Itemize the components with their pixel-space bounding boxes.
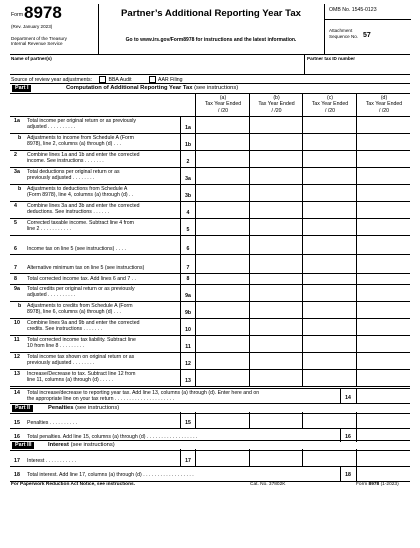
amount-cell-c[interactable] [302,235,357,254]
amount-cell-a[interactable] [195,301,250,318]
line-ref: 3a [185,176,191,182]
form-label: Form [11,12,24,18]
line-17-text: Interest . . . . . . . . . . . [27,458,77,464]
line-text-cont: adjusted . . . . . . . . . . [27,292,76,298]
form-number: 8978 [24,3,62,22]
amount-cell-d[interactable] [356,352,411,369]
amount-cell-c[interactable] [302,116,357,133]
line-15-ref: 15 [185,420,191,426]
line-14-number: 14 [14,390,20,396]
part1-line-6 [10,235,410,255]
amount-cell-a[interactable] [195,218,250,235]
line-ref: 5 [186,227,190,233]
line-17-number: 17 [14,458,20,464]
part1-label: Part I [12,85,31,92]
amount-cell-d[interactable] [356,254,411,273]
part1-line-4 [10,201,410,219]
column-letter: (a) [219,95,227,101]
amount-cell-b[interactable] [249,335,303,352]
line-text-cont: deductions. See instructions . . . . . . [27,209,110,215]
name-label: Name of partner(s) [11,56,52,61]
amount-cell-c[interactable] [302,301,357,318]
column-label: Tax Year Ended [204,101,242,107]
amount-cell-b[interactable] [249,352,303,369]
bba-audit-label: BBA Audit [108,76,132,83]
part1-title: Computation of Additional Reporting Year Tax (see instructions) [66,85,239,91]
line-text: Adjustments to deductions from Schedule A [27,186,128,192]
line-ref: 1b [184,142,192,148]
part1-line-3b [10,184,410,202]
amount-cell-d[interactable] [356,235,411,254]
part1-line-13 [10,369,410,387]
line-text-cont: previously adjusted . . . . . . . . [27,360,95,366]
amount-cell-b[interactable] [249,369,303,386]
amount-cell-b[interactable] [249,318,303,335]
amount-cell-a[interactable] [195,167,250,184]
amount-cell-c[interactable] [302,150,357,167]
line-18-input[interactable] [356,467,411,481]
line-17-col-a[interactable] [195,449,250,466]
line-text-cont: 8978), line 6, columns (a) through (d) . . . [27,309,121,315]
line-ref: 7 [186,265,190,271]
line-15-number: 15 [14,420,20,426]
line-text-cont: adjusted . . . . . . . . . . [27,124,76,130]
line-ref: 10 [185,327,191,333]
line-text: Combine lines 1a and 1b and enter the corrected [27,152,140,158]
part2-title: Penalties (see instructions) [48,405,120,411]
line-15-col-b[interactable] [249,412,303,428]
column-date-field[interactable]: / /20 [378,108,390,114]
line-ref: 6 [186,246,190,252]
amount-cell-a[interactable] [195,369,250,386]
line-number: 4 [14,203,17,209]
line-text: Total credits per original return or as previously [27,286,135,292]
line-ref: 9b [184,310,192,316]
part1-line-5 [10,218,410,236]
form-reference: Form 8978 (1-2023) [356,482,399,487]
line-ref: 3b [184,193,192,199]
line-number: 13 [14,371,20,377]
amount-cell-c[interactable] [302,273,357,284]
tin-label: Partner tax ID number [307,56,355,61]
amount-cell-c[interactable] [302,254,357,273]
form-header [10,4,410,55]
line-text: Adjustments to credits from Schedule A (Form [27,303,133,309]
line-text: Combine lines 9a and 9b and enter the corrected [27,320,140,326]
line-ref: 4 [186,210,190,216]
line-17-ref: 17 [185,458,191,464]
line-text-cont: 10 from line 8 . . . . . . . . . [27,343,85,349]
omb-divider [325,19,411,20]
source-row [11,76,183,83]
part1-line-9b [10,301,410,319]
amount-cell-b[interactable] [249,235,303,254]
amount-cell-a[interactable] [195,284,250,301]
line-14-text-1: Total increase/decrease to reporting year tax. Add line 13, columns (a) through (d). Enter here and on [27,390,260,396]
line-17-col-d[interactable] [356,449,411,466]
amount-cell-b[interactable] [249,273,303,284]
line-ref: 11 [185,344,191,350]
column-label: Tax Year Ended [365,101,403,107]
part3-label: Part III [12,442,34,449]
line-16-text: Total penalties. Add line 15, columns (a) through (d) . . . . . . . . . . . . . . . . . . [27,434,198,440]
column-header-a [195,93,250,116]
column-date-field[interactable]: / /20 [324,108,336,114]
line-text-cont: 8978), line 2, columns (a) through (d) . . . [27,141,121,147]
line-number: 12 [14,354,20,360]
amount-cell-b[interactable] [249,184,303,201]
amount-cell-c[interactable] [302,284,357,301]
amount-cell-b[interactable] [249,301,303,318]
column-letter: (b) [273,95,280,101]
column-header-c [302,93,357,116]
line-text: Combine lines 3a and 3b and enter the corrected [27,203,140,209]
amount-cell-c[interactable] [302,184,357,201]
line-number: 2 [14,152,17,158]
line-number: 7 [14,265,17,271]
line-text-cont: credits. See instructions . . . . . . . [27,326,103,332]
line-17-row [10,449,410,466]
omb-number: OMB No. 1545-0123 [329,7,377,13]
part1-line-12 [10,352,410,370]
amount-cell-d[interactable] [356,335,411,352]
line-number: 11 [14,337,20,343]
line-ref: 12 [185,361,191,367]
form-revision: (Rev. January 2023) [11,24,53,29]
line-18-number: 18 [14,472,20,478]
line-text: Adjustments to income from Schedule A (Form [27,135,134,141]
amount-cell-d[interactable] [356,301,411,318]
line-text: Income tax on line 5 (see instructions) . . . . [27,246,126,252]
form-title: Partner’s Additional Reporting Year Tax [120,8,301,19]
column-date-field[interactable]: / /20 [271,108,282,114]
line-number: 6 [14,246,17,252]
line-14-input[interactable] [356,389,411,404]
part1-line-10 [10,318,410,336]
line-ref: 2 [186,159,190,165]
line-17-col-c[interactable] [302,449,357,466]
line-text: Corrected taxable income. Subtract line 4 from [27,220,134,226]
line-18-text: Total interest. Add line 17, columns (a) through (d) . . . . . . . . . . . . . . . . . . [27,472,194,478]
amount-cell-d[interactable] [356,167,411,184]
column-label: Tax Year Ended [311,101,349,107]
line-text: Total income per original return or as previously [27,118,136,124]
amount-cell-d[interactable] [356,284,411,301]
sequence-label: Sequence No. [329,34,359,39]
part1-line-1a [10,116,410,134]
line-number: 10 [14,320,20,326]
line-text: Total corrected income tax liability. Subtract line [27,337,136,343]
paperwork-notice: For Paperwork Reduction Act Notice, see instructions. [11,482,136,487]
line-text-cont: line 2 . . . . . . . . . . . [27,226,72,232]
column-header-d [356,93,411,116]
line-number: b [18,303,22,309]
omb-block [324,4,411,54]
form-title-block [99,4,323,54]
line-18-row [10,466,410,482]
line-15-col-a[interactable] [195,412,250,428]
form-instructions-link[interactable]: Go to www.irs.gov/Form8978 for instructions and the latest information. [125,37,297,43]
amount-cell-b[interactable] [249,254,303,273]
catalog-number: Cat. No. 37802K [250,482,286,487]
part1-line-1b [10,133,410,151]
amount-cell-a[interactable] [195,133,250,150]
line-14-text-2: the appropriate line on your tax return . . . . . . . . . . . . . . . . . . . . . [27,396,175,402]
part1-line-3a [10,167,410,185]
column-header-b [249,93,303,116]
source-label: Source of review year adjustments: [11,76,93,83]
line-text: Total income tax shown on original return or as [27,354,135,360]
line-text: Increase/Decrease to tax. Subtract line 12 from [27,371,136,377]
line-number: 8 [14,276,17,282]
part1-line-11 [10,335,410,353]
line-number: 1a [14,118,20,124]
amount-cell-d[interactable] [356,218,411,235]
amount-cell-b[interactable] [249,133,303,150]
amount-cell-c[interactable] [302,318,357,335]
line-ref: 13 [185,378,191,384]
amount-cell-d[interactable] [356,369,411,386]
amount-cell-b[interactable] [249,201,303,218]
line-text: Total corrected income tax. Add lines 6 and 7 . . [27,276,136,282]
amount-cell-b[interactable] [249,167,303,184]
amount-cell-a[interactable] [195,150,250,167]
line-text-cont: (Form 8978), line 4, columns (a) through (d) . . [27,192,134,198]
line-text: Alternative minimum tax on line 5 (see instructions) [27,265,145,271]
line-number: 9a [14,286,20,292]
line-number: 3a [14,169,20,175]
amount-cell-d[interactable] [356,133,411,150]
bba-audit-checkbox[interactable] [99,76,106,83]
line-16-number: 16 [14,434,20,440]
aar-filing-checkbox[interactable] [149,76,156,83]
aar-filing-label: AAR Filing [158,76,183,83]
amount-cell-a[interactable] [195,273,250,284]
amount-cell-d[interactable] [356,201,411,218]
column-letter: (c) [326,95,334,101]
dept-irs: Internal Revenue Service [11,41,63,46]
amount-cell-b[interactable] [249,150,303,167]
line-18-ref: 18 [345,472,351,478]
line-text: Total deductions per original return or as [27,169,120,175]
line-text-cont: income. See instructions . . . . . . . [27,158,104,164]
amount-cell-b[interactable] [249,116,303,133]
line-15-col-d[interactable] [356,412,411,428]
column-letter: (d) [380,95,388,101]
line-number: 5 [14,220,17,226]
line-15-text: Penalties . . . . . . . . . . [27,420,78,426]
name-row-divider [304,54,305,74]
amount-cell-d[interactable] [356,184,411,201]
amount-cell-a[interactable] [195,335,250,352]
amount-cell-a[interactable] [195,318,250,335]
amount-cell-b[interactable] [249,218,303,235]
attachment-label: Attachment [329,28,353,33]
amount-cell-c[interactable] [302,369,357,386]
sequence-number: 57 [363,32,371,39]
dept-treasury: Department of the Treasury [11,36,67,41]
name-row [10,54,410,75]
line-text-cont: line 11, columns (a) through (d) . . . . . [27,377,114,383]
form-page [10,4,410,540]
amount-cell-c[interactable] [302,167,357,184]
amount-cell-d[interactable] [356,150,411,167]
amount-cell-c[interactable] [302,218,357,235]
amount-cell-d[interactable] [356,116,411,133]
part1-line-2 [10,150,410,168]
column-date-field[interactable]: / /20 [217,108,229,114]
amount-cell-c[interactable] [302,201,357,218]
form-id-block [10,4,99,54]
amount-cell-c[interactable] [302,133,357,150]
line-number: b [18,135,22,141]
amount-cell-a[interactable] [195,201,250,218]
amount-cell-a[interactable] [195,235,250,254]
line-ref: 1a [185,125,191,131]
line-14-row [10,388,410,404]
line-14-ref: 14 [345,395,351,401]
amount-cell-b[interactable] [249,284,303,301]
column-label: Tax Year Ended [258,101,295,107]
line-ref: 8 [186,276,190,282]
line-15-col-c[interactable] [302,412,357,428]
part1-line-7 [10,254,410,274]
amount-cell-d[interactable] [356,318,411,335]
form-footer [10,482,410,490]
amount-cell-d[interactable] [356,273,411,284]
line-17-col-b[interactable] [249,449,303,466]
part2-label: Part II [12,405,33,412]
line-15-row [10,412,410,428]
amount-cell-a[interactable] [195,116,250,133]
amount-cell-a[interactable] [195,184,250,201]
line-16-ref: 16 [345,434,351,440]
line-number: b [18,186,22,192]
line-text-cont: previously adjusted . . . . . . . . [27,175,95,181]
part1-line-9a [10,284,410,302]
amount-cell-a[interactable] [195,352,250,369]
part3-title: Interest (see instructions) [48,442,115,448]
amount-cell-c[interactable] [302,335,357,352]
amount-cell-c[interactable] [302,352,357,369]
amount-cell-a[interactable] [195,254,250,273]
line-ref: 9a [185,293,191,299]
